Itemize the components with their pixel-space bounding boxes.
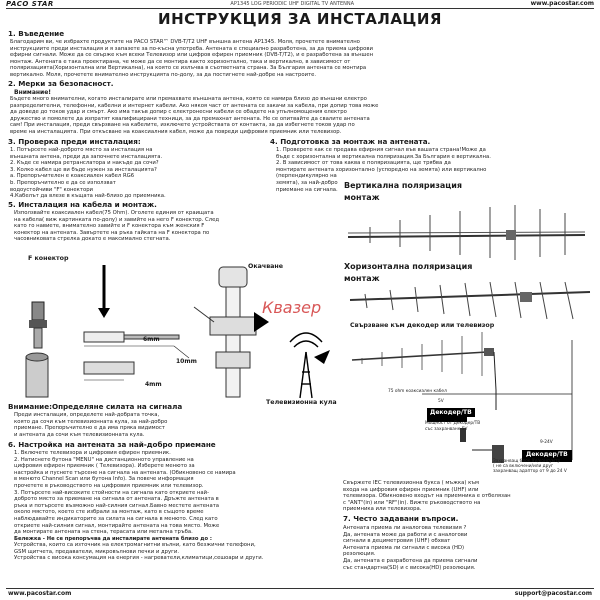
footer-url[interactable]: www.pacostar.com xyxy=(8,590,72,597)
text-line: входа на цифровия ефирен приемник (UHF) или xyxy=(343,486,479,493)
text-line: настройка и пуснете търсене на сигнала на антената. (Обикновено се намира xyxy=(14,469,236,476)
footer-email[interactable]: support@pacostar.com xyxy=(514,590,592,597)
text-line: 2. Натиснете бутона "MENU" на дистанционното управление на xyxy=(14,456,194,463)
vertical-label: Вертикална поляризация xyxy=(344,181,462,190)
text-line: като го навиете, внимателно завийте и F конектора към женския F xyxy=(14,223,205,230)
text-line: в менюто Channel Scan или бутона Info). За повече информация xyxy=(14,476,194,483)
section-2-text xyxy=(10,96,378,136)
text-line: 2. В зависимост от това каква е поляризацията, ще трябва да xyxy=(276,160,451,167)
text-line: прочетете в ръководството на цифровия приемник или телевизор. xyxy=(14,482,204,489)
header-rule xyxy=(6,8,594,9)
text-line: часовниковата стрелка докато е максимално стегната. xyxy=(14,236,171,243)
text-line: Преди инсталация, определете най-добрата точка, xyxy=(14,412,160,418)
note-text xyxy=(14,542,263,562)
text-line: доброто място за приемане на сигнала от антената. Дръжте антената в xyxy=(14,496,219,503)
text-line: резолюция. xyxy=(343,551,376,558)
text-line: дружество и помолете да изпратят квалифицирани техници, за да премахнат антената. Не се опитвайте да свалите антената xyxy=(10,115,370,122)
dim-6mm: 6mm xyxy=(143,336,160,343)
text-line: откриете най-силния сигнал, монтирайте антената на това място. Може xyxy=(14,522,220,529)
text-line: 4.Кабелът да влезе в къщата най-близо до приемника. xyxy=(10,193,166,200)
section-7-heading: 7. Често задавани въпроси. xyxy=(343,514,459,523)
decoder-power-2: със захранване 5V xyxy=(425,427,468,432)
section-2-heading: 2. Мерки за безопасност. xyxy=(8,79,114,88)
tower-label: Телевизионна кула xyxy=(266,399,337,406)
psu-label-1: Захранващ блок 9V/консумтр xyxy=(493,459,561,464)
text-line: вертикално. Моля, прочетете внимателно инструкцията по-долу, за да постигнете най-добре на настроите. xyxy=(10,71,317,78)
section-1-heading: 1. Въведение xyxy=(8,29,65,38)
text-line: със стандартна(SD) и с висока(HD) резолюция. xyxy=(343,564,476,571)
section-5-heading: 5. Инсталация на кабела и монтаж. xyxy=(8,200,157,209)
text-line: телевизора. Обикновено входът на приемника е отбелязан xyxy=(343,493,511,500)
vertical-antenna-illustration xyxy=(340,205,590,260)
section-3-text xyxy=(10,147,166,200)
cable-label: 75 ohm коаксиален кабел xyxy=(388,389,447,394)
text-line: 3. Потърсете най-високите стойности на сигнала като откриете най- xyxy=(14,489,209,496)
text-line: 1. Потърсете най-доброто място за инсталация на xyxy=(10,147,153,153)
text-line: да доведе до токов удар и смърт. Ако има такъв допир с електронесни кабели се обадете на упълномощения електро xyxy=(10,109,347,116)
faq-text xyxy=(343,525,477,571)
text-line: която да сочи към телевизионната кула, за най-добро xyxy=(14,418,168,425)
text-line: приемане. Препоръчително е да има пряка видимост xyxy=(14,425,165,432)
text-line: Устройства, които са източник на електромагнитни вълни, като безжични телефони, xyxy=(14,542,256,548)
text-line: на кабела( виж картинката по-долу) и завийте на него F конектор. След xyxy=(14,216,220,223)
psu-label-3: захранващ адаптор от 9 до 24 V xyxy=(493,469,567,474)
section-6-heading: 6. Настройка на антената за най-добро приемане xyxy=(8,440,216,449)
decoder-power: Мощност от Декодер/TB xyxy=(425,421,481,426)
text-line: монтаж. Антената е така проектирана, че може да се монтира както хоризонтално, така и вертикално, в зависимост от xyxy=(10,58,351,65)
watermark: Квазер xyxy=(262,298,322,317)
text-line: наблюдавайте индикаторите за силата на сигнала в менюто. След като xyxy=(14,515,218,522)
section-4-heading: 4. Подготовка за монтаж на антената. xyxy=(270,137,431,146)
warning-heading: Внимание:Определяне силата на сигнала xyxy=(8,402,183,411)
v5-label: 5V xyxy=(438,399,444,404)
text-line: разпределителни, телефонни, кабелни и интернет кабели. Ако някоя част от антената се закачи за кабела, при допир това може xyxy=(10,102,379,109)
text-line: a. Препоръчителен е коаксиален кабел RG6 xyxy=(10,173,135,180)
page-header xyxy=(6,0,594,8)
decoder-box: Декодер/TB xyxy=(427,408,475,417)
model-line: AP1345 LOG PERIODIC UHF DIGITAL TV ANTENNA xyxy=(230,1,355,7)
horizontal-antenna-illustration xyxy=(345,282,595,322)
text-line: Антената приема ли сигнали с висока (HD) xyxy=(343,544,465,551)
text-line: 3. Колко кабел ще ви бъде нужен за инсталацията? xyxy=(10,166,157,173)
psu-label-2: ( не са включени/или друг xyxy=(493,464,554,469)
text-line: Устройства с висока консумация на енергия - нагреватели,климатици,сешоари и други. xyxy=(14,555,264,562)
text-line: водоустойчиви "F" конектори xyxy=(10,186,93,193)
note-heading: Бележка - Не се препоръчва да инсталирате антената близо до : xyxy=(14,536,212,542)
installation-drawing xyxy=(14,262,332,402)
text-line: сигнали в дециметровия (UHF) обхват xyxy=(343,538,451,545)
text-line: Бъдете много внимателни, когато инсталирате или премахвате външната антена, която се намира близо до външни електро xyxy=(10,96,367,102)
text-line: бъде с хоризонтална и вертикална поляризация.За България е вертикална. xyxy=(276,153,491,160)
text-line: Благодарим ви, че избрахте продуктите на PACO STAR™ DVB-T/T2 UHF външна антена AP1345. Моля, прочетете внимателно xyxy=(10,39,360,45)
text-line: ефирни сигнали. Може да се свърже към всеки Телевизор или цифров ефирен приемник (DVB-T/T2), и е разработена за външен xyxy=(10,52,374,59)
text-line: b. Препоръчително е да се използват xyxy=(10,179,116,186)
section-1-text xyxy=(10,39,373,79)
page-footer xyxy=(8,590,592,598)
text-line: време на инсталацията. При откъсване на коаксиалния кабел, може да повреди цифровия приемник или телевизор. xyxy=(10,128,342,135)
text-line: Свържете IEC телевизионна букса ( мъжка) към xyxy=(343,480,480,486)
v924-label: 9-24V xyxy=(540,440,553,445)
section-6-text xyxy=(14,450,236,536)
text-line: външната антена, преди да започнете инсталацията. xyxy=(10,153,163,160)
text-line: Да, антената може да работи и с аналогови xyxy=(343,531,468,538)
text-line: цифровия ефирен приемник ( Телевизора). Изберете менюто за xyxy=(14,463,195,470)
connect-label: Свързване към декодер или телевизор xyxy=(350,322,495,329)
page-title: ИНСТРУКЦИЯ ЗА ИНСТАЛАЦИЯ xyxy=(158,10,442,28)
text-line: ръка и потърсете възможно най-силния сигнал.Бавно местете антената xyxy=(14,502,220,509)
dim-4mm: 4mm xyxy=(145,381,162,388)
text-line: приемника или телевизора. xyxy=(343,506,422,513)
section-5-text xyxy=(14,210,219,243)
decoder-box-2: Декодер/TB xyxy=(523,450,571,459)
dim-10mm: 10mm xyxy=(176,358,197,365)
clamp-label: Окачване xyxy=(248,263,284,270)
warning-text xyxy=(14,412,167,438)
connector-text xyxy=(343,480,511,513)
text-line: земята), за най-добро xyxy=(276,179,338,186)
text-line: конектор на антената. Завъртете на ръка гайката на F конектора по xyxy=(14,229,210,236)
brand-logo: PACO STAR xyxy=(6,0,54,8)
text-line: Антената приема ли аналогова телевизия ? xyxy=(343,525,467,531)
text-line: инструкциите преди инсталация и я запазете за по-късна употреба. Антената е специално разработена, за да приема цифрови xyxy=(10,45,373,52)
header-url[interactable]: www.pacostar.com xyxy=(530,0,594,7)
warning-label: Внимание! xyxy=(14,89,52,96)
text-line: поляризацията(Хоризонтална или Вертикална), на която се излъчва в съответната страна. За България антената се монтира xyxy=(10,65,367,72)
horizontal-label-2: монтаж xyxy=(344,274,380,283)
text-line: сам! При инсталация, преди свързване на кабелите, изключете устройствата от контакта, за да избегнете токов удар по xyxy=(10,122,355,129)
text-line: да монтирате антената на стена, терасата или метална тръба. xyxy=(14,529,193,536)
text-line: (перпендикулярно на xyxy=(276,173,337,180)
text-line: 1. Включете телевизора и цифровия ефирен приемник. xyxy=(14,450,171,456)
f-connector-label: F конектор xyxy=(28,255,69,262)
horizontal-label: Хоризонтална поляризация xyxy=(344,262,473,271)
text-line: с "ANT"(in) или "RF"(in). Вижте ръководството на xyxy=(343,499,481,506)
text-line: около мястото, което сте избрали за монтаж, като в същото време xyxy=(14,509,204,516)
footer-rule xyxy=(6,588,594,589)
text-line: и антената да сочи към телевизионната кула. xyxy=(14,431,145,438)
text-line: Използвайте коаксиален кабел(75 Ohm). Оголете единия от краищата xyxy=(14,210,214,216)
text-line: GSM щитчета, предаватели, микровълнови печки и други. xyxy=(14,548,180,555)
text-line: 2. Къде се намира ретранслатора и накъде да сочи? xyxy=(10,160,159,167)
vertical-label-2: монтаж xyxy=(344,193,380,202)
section-3-heading: 3. Проверка преди инсталация: xyxy=(8,137,141,146)
text-line: 1. Проверете как се предава ефирния сигнал във вашата страна!Може да xyxy=(276,147,486,153)
text-line: Да, антената е разработена да приема сигнали xyxy=(343,557,478,564)
text-line: приемане на сигнала. xyxy=(276,186,338,193)
text-line: монтирате антената хоризонтално (успоредно на земята) или вертикално xyxy=(276,166,487,173)
